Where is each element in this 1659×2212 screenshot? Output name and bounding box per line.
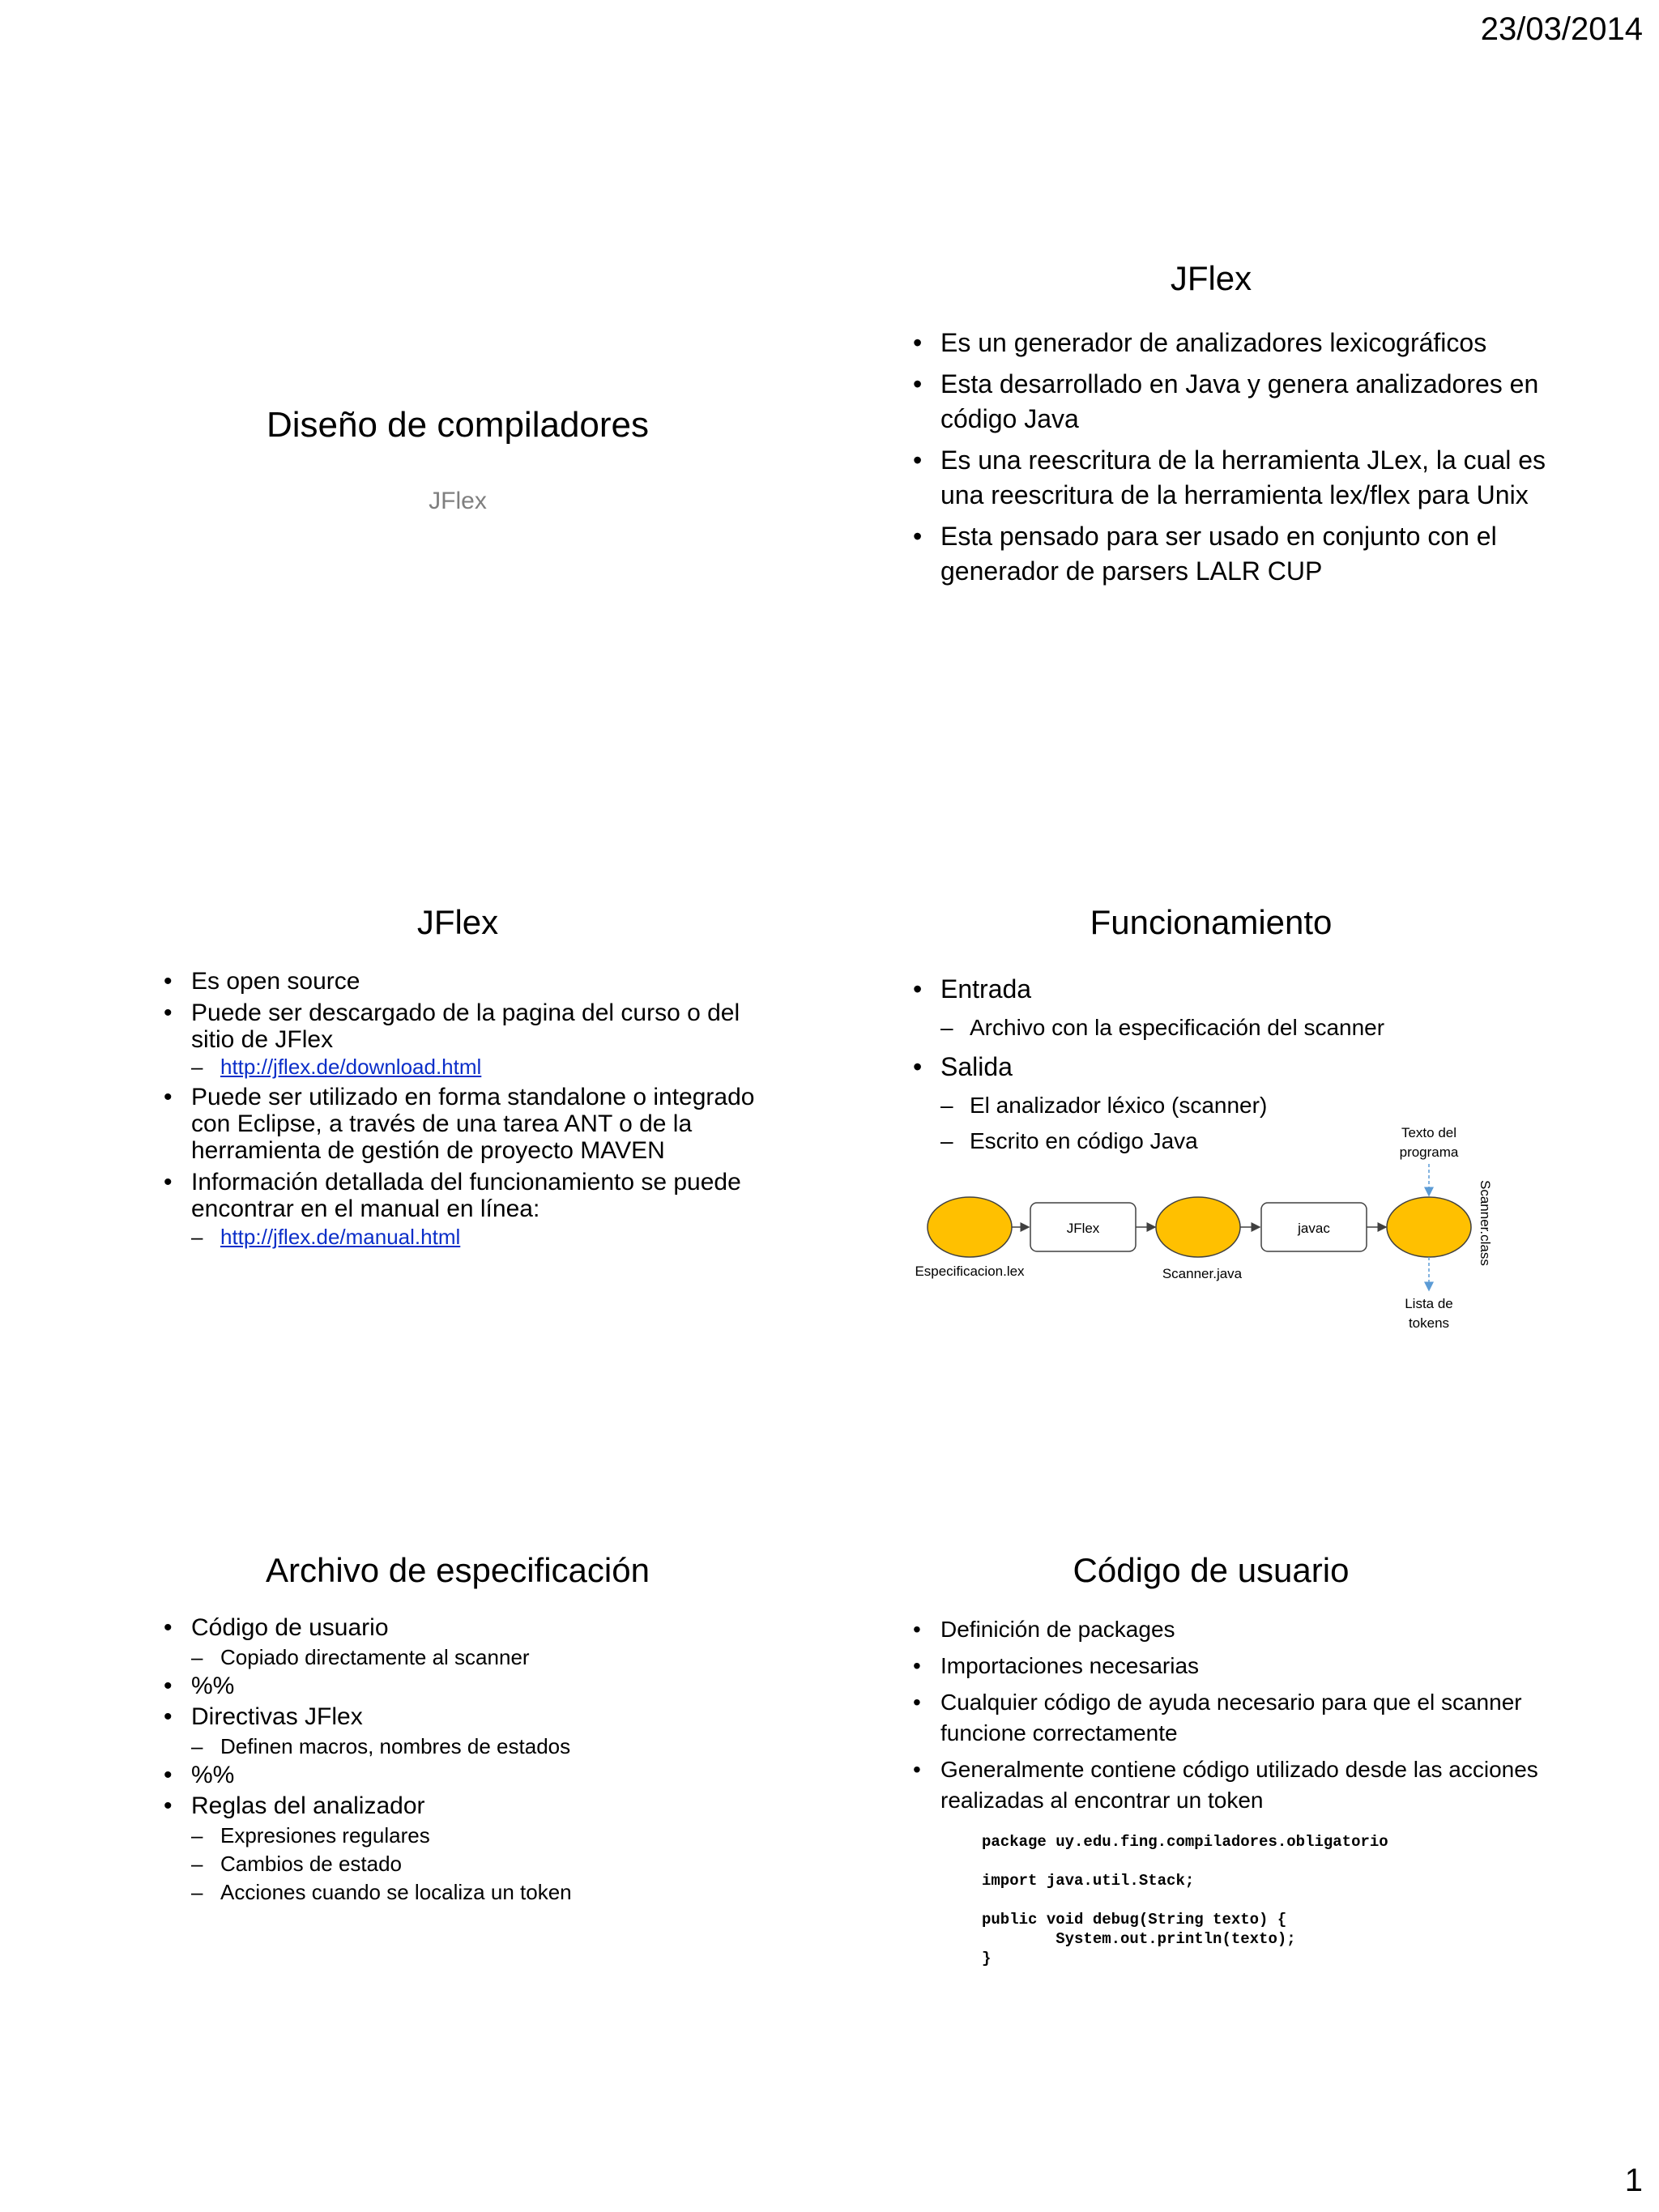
list-item: • Generalmente contiene código utilizado desde las acciones realizadas al encontrar un token	[911, 1754, 1543, 1816]
list-item: • Definición de packages	[911, 1614, 1543, 1645]
jflex-box-label: JFlex	[1066, 1221, 1100, 1236]
slide-archivo-especificacion	[81, 1551, 834, 2118]
list-item-text: Directivas JFlex	[191, 1703, 363, 1730]
lista-de-label: Lista de	[1405, 1296, 1453, 1311]
code-line: }	[982, 1950, 992, 1967]
list-item: • Puede ser utilizado en forma standalone o integrado con Eclipse, a través de una tarea ANT o de la herramienta de gestión de proyecto MAVEN	[162, 1084, 761, 1164]
tokens-label: tokens	[1408, 1315, 1450, 1331]
code-line: System.out.println(texto);	[982, 1930, 1296, 1948]
list-item: • %%	[162, 1760, 761, 1791]
slide-codigo-usuario	[834, 1551, 1588, 2118]
manual-link[interactable]: http://jflex.de/manual.html	[220, 1225, 461, 1249]
slide2-title: JFlex	[1170, 259, 1252, 297]
list-item: • Es una reescritura de la herramienta JLex, la cual es una reescritura de la herramienta lex/flex para Unix	[911, 443, 1584, 513]
slide3-bullets	[162, 968, 761, 1251]
list-item: • Cualquier código de ayuda necesario para que el scanner funcione correctamente	[911, 1687, 1543, 1749]
page-number: 1	[1624, 2163, 1643, 2198]
list-item	[162, 1702, 761, 1760]
code-line: import java.util.Stack;	[982, 1872, 1195, 1890]
header-date: 23/03/2014	[1480, 11, 1643, 47]
slide4-title: Funcionamiento	[1090, 903, 1333, 941]
flow-diagram	[834, 1114, 1644, 1357]
scanner-java-label: Scanner.java	[1162, 1266, 1243, 1281]
slide6-bullets	[911, 1614, 1543, 1816]
list-item: • Esta desarrollado en Java y genera analizadores en código Java	[911, 367, 1584, 437]
list-item	[162, 1791, 761, 1907]
list-item	[911, 973, 1478, 1044]
scanner-java-node	[1156, 1197, 1240, 1257]
slide3-title: JFlex	[416, 903, 499, 941]
spec-node	[928, 1197, 1012, 1257]
list-item	[162, 1613, 761, 1671]
slide1-subtitle: JFlex	[429, 488, 487, 514]
list-item: • Esta pensado para ser usado en conjunto con el generador de parsers LALR CUP	[911, 519, 1584, 589]
list-item-text: Puede ser descargado de la pagina del curso o del sitio de JFlex	[191, 999, 740, 1053]
list-item: • %%	[162, 1671, 761, 1702]
sub-item	[191, 1222, 761, 1251]
list-item: • Importaciones necesarias	[911, 1651, 1543, 1681]
slide-jflex-details	[81, 903, 834, 1470]
slide6-title: Código de usuario	[1073, 1551, 1350, 1589]
texto-del-label: Texto del	[1401, 1125, 1457, 1140]
list-item-text: Reglas del analizador	[191, 1792, 425, 1819]
especificacion-label: Especificacion.lex	[915, 1264, 1025, 1279]
list-item-text: Información detallada del funcionamiento se puede encontrar en el manual en línea:	[191, 1169, 741, 1222]
sub-item	[191, 1053, 761, 1080]
slide1-title: Diseño de compiladores	[266, 405, 650, 445]
list-item: • Es un generador de analizadores lexicográficos	[911, 326, 1584, 360]
slide-jflex-intro	[834, 259, 1588, 826]
javac-box-label: javac	[1298, 1221, 1330, 1236]
slide5-bullets	[162, 1613, 761, 1907]
code-line: package uy.edu.fing.compiladores.obligatorio	[982, 1833, 1388, 1851]
slide5-title: Archivo de especificación	[266, 1551, 650, 1589]
list-item	[162, 1169, 761, 1251]
sub-item: – El analizador léxico (scanner)	[940, 1088, 1478, 1123]
sub-item: – Cambios de estado	[191, 1850, 761, 1878]
scanner-class-label: Scanner.class	[1478, 1180, 1493, 1266]
sub-item: – Archivo con la especificación del scanner	[940, 1012, 1478, 1044]
sub-item: – Copiado directamente al scanner	[191, 1643, 761, 1671]
list-item: • Es open source	[162, 968, 761, 995]
list-item-text: Código de usuario	[191, 1614, 389, 1641]
entrada-label: Entrada	[940, 974, 1032, 1004]
code-sample	[982, 1832, 1588, 1968]
sub-item: – Definen macros, nombres de estados	[191, 1733, 761, 1760]
slide2-bullets	[911, 326, 1584, 589]
download-link[interactable]: http://jflex.de/download.html	[220, 1055, 482, 1079]
sub-item: – Expresiones regulares	[191, 1822, 761, 1850]
programa-label: programa	[1399, 1144, 1459, 1160]
salida-label: Salida	[940, 1052, 1013, 1081]
scanner-class-node	[1387, 1197, 1471, 1257]
sub-item: – Acciones cuando se localiza un token	[191, 1878, 761, 1907]
list-item	[162, 999, 761, 1080]
slide-funcionamiento	[834, 903, 1644, 1470]
code-line: public void debug(String texto) {	[982, 1911, 1287, 1929]
slide-title	[81, 243, 834, 810]
sub-item: – Escrito en código Java	[940, 1123, 1478, 1159]
